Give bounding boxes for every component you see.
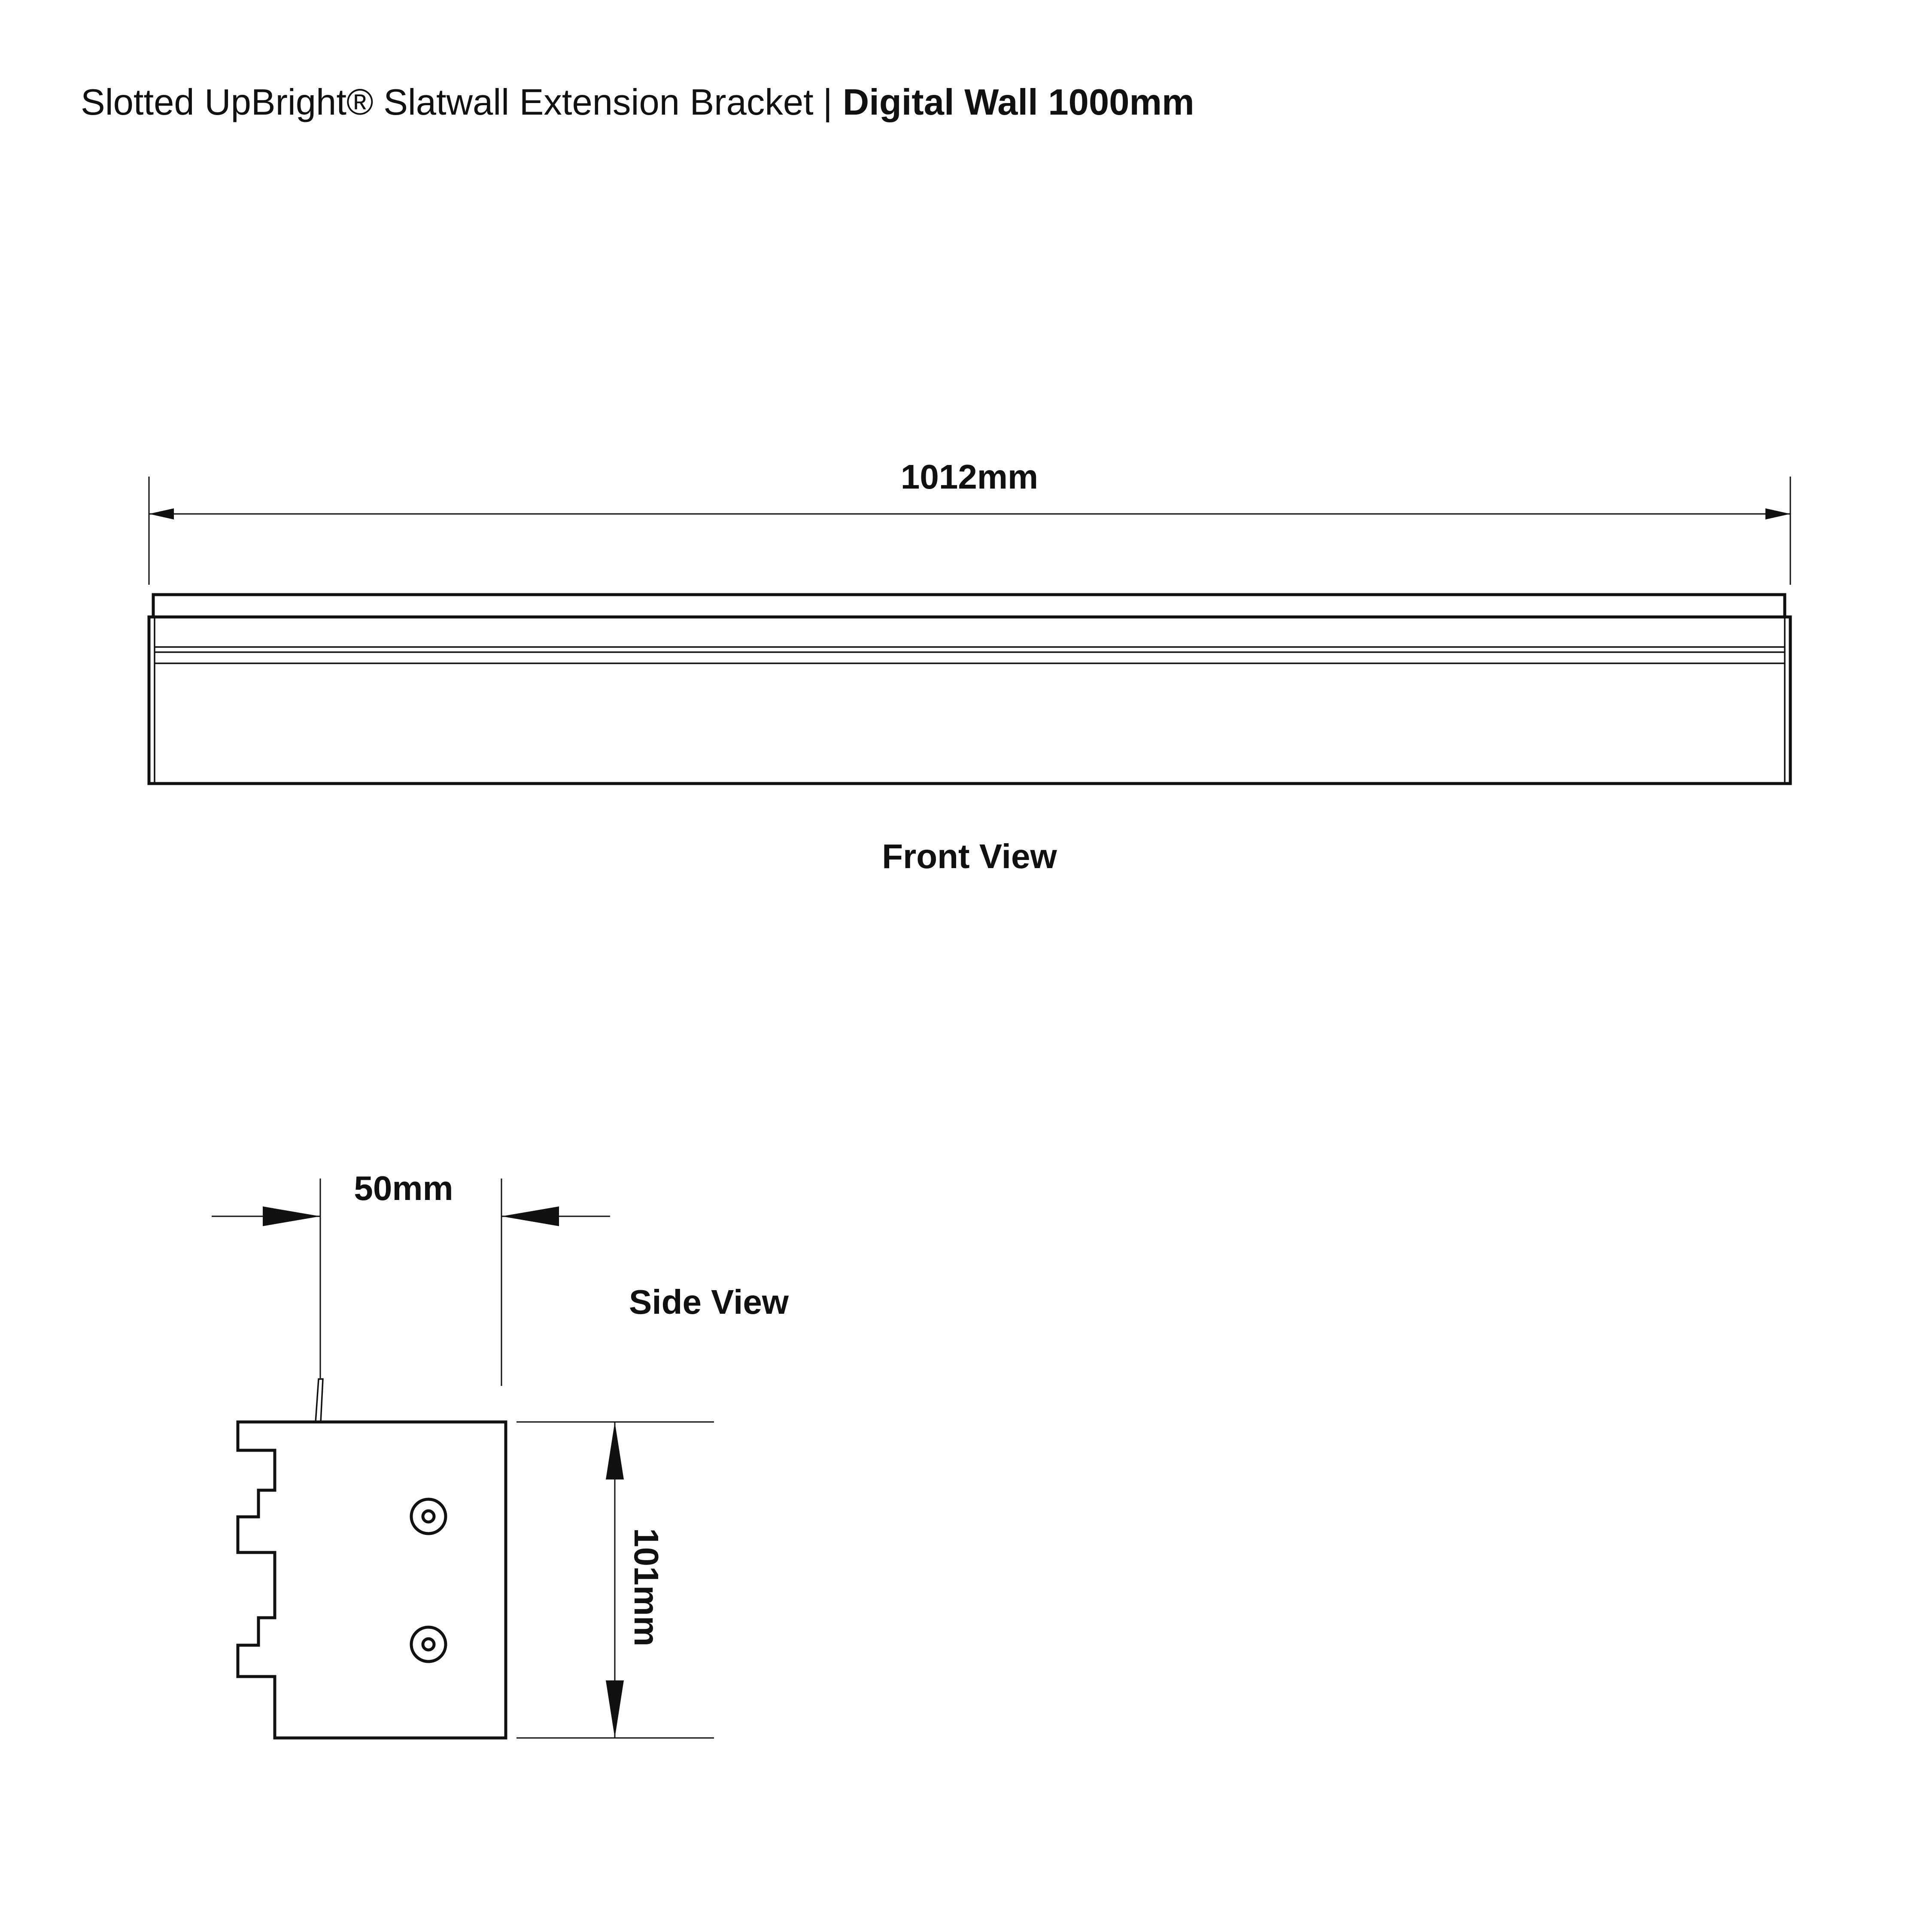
variant-title: Digital Wall 1000mm xyxy=(842,82,1194,123)
screw-center xyxy=(423,1639,434,1650)
arrowhead-left xyxy=(149,508,174,519)
side-bracket-profile xyxy=(238,1422,506,1738)
product-title: Slotted UpBright® Slatwall Extension Bracket xyxy=(81,82,814,123)
screw-lower xyxy=(411,1627,446,1662)
side-depth-label: 50mm xyxy=(354,1169,453,1207)
arrowhead-right xyxy=(501,1206,559,1226)
front-view xyxy=(149,458,1790,875)
arrowhead-right xyxy=(1765,508,1790,519)
side-height-label: 101mm xyxy=(627,1528,665,1646)
front-view-label: Front View xyxy=(882,837,1057,875)
front-width-label: 1012mm xyxy=(900,458,1039,496)
front-bracket-outline xyxy=(149,595,1790,784)
title-separator: | xyxy=(823,82,832,123)
arrowhead-bottom xyxy=(606,1680,624,1738)
side-view xyxy=(212,1169,789,1738)
side-height-dimension xyxy=(516,1422,714,1738)
side-depth-dimension xyxy=(212,1169,610,1386)
arrowhead-left xyxy=(263,1206,320,1226)
screw-center xyxy=(423,1511,434,1522)
main-body xyxy=(149,617,1790,784)
front-width-dimension xyxy=(149,458,1790,585)
screw-head xyxy=(411,1627,446,1662)
top-rail xyxy=(153,595,1785,617)
top-tab xyxy=(316,1379,323,1422)
screw-head xyxy=(411,1499,446,1534)
screw-upper xyxy=(411,1499,446,1534)
side-view-label: Side View xyxy=(629,1283,789,1321)
arrowhead-top xyxy=(606,1422,624,1479)
